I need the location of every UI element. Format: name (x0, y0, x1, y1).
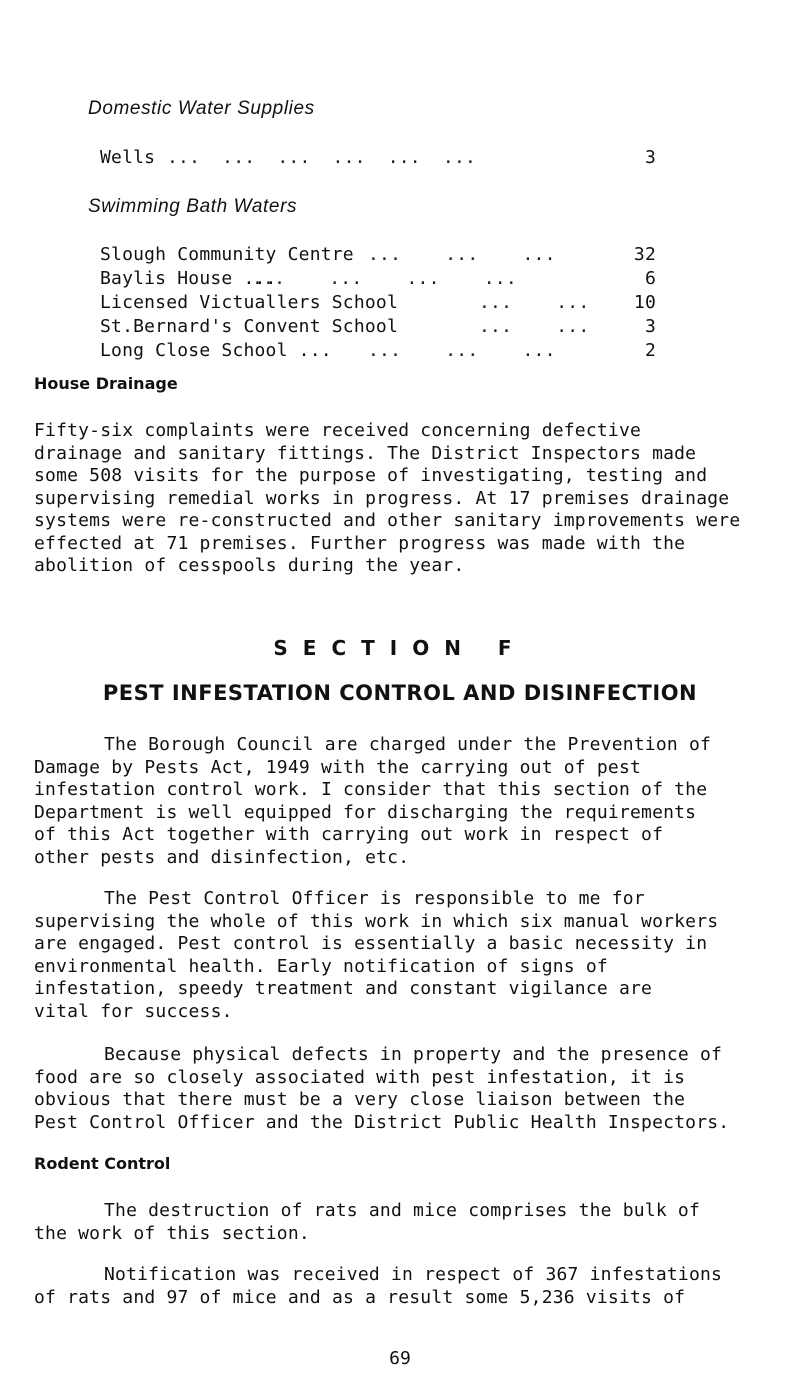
page-number: 69 (389, 1348, 411, 1369)
swimming-row-value: 3 (644, 316, 656, 337)
swimming-row-value: 10 (633, 292, 656, 313)
rodent-paragraph-2: Notification was received in respect of 367 infestations of rats and 97 of mice and as a result some 5,236 visits of (34, 1264, 723, 1308)
swimming-row-label: Baylis House ... (100, 268, 277, 289)
swimming-row (0, 268, 800, 294)
rodent-paragraph-1: The destruction of rats and mice comprises the bulk of the work of this section. (34, 1200, 700, 1244)
house-drainage-heading: House Drainage (34, 374, 178, 393)
swimming-row-dots: ... ... (479, 292, 590, 313)
swimming-bath-heading: Swimming Bath Waters (88, 196, 298, 217)
swimming-row-dots: ... ... (479, 316, 590, 337)
section-paragraph-3: Because physical defects in property and the presence of food are so closely associated with pest infestation, it is obvious that there must be a very close liaison between the Pest Control Officer and the District Public Health Inspectors. (34, 1044, 730, 1133)
swimming-row-dots: ... ... ... ... (252, 268, 517, 289)
swimming-row-value: 6 (644, 268, 656, 289)
rodent-control-heading: Rodent Control (34, 1154, 171, 1173)
wells-label: Wells (100, 147, 156, 168)
swimming-row-label: Slough Community Centre (100, 244, 354, 265)
wells-row (0, 147, 800, 173)
swimming-row-label: Long Close School ... (100, 340, 332, 361)
swimming-row-dots: ... ... ... (368, 340, 556, 361)
house-drainage-paragraph: Fifty-six complaints were received concerning defective drainage and sanitary fittings. The District Inspectors made some 508 visits for the purpose of investigating, testing and supervising remedial works in progress. At 17 premises drainage systems were re-constructed and other sanitary improvements were effected at 71 premises. Further progress was made with the abolition of cesspools during the year. (34, 420, 741, 576)
swimming-row (0, 340, 800, 366)
water-supplies-heading: Domestic Water Supplies (88, 98, 315, 119)
section-paragraph-2: The Pest Control Officer is responsible to me for supervising the whole of this work in which six manual workers are engaged. Pest control is essentially a basic necessity in environmental health. Early notification of signs of infestation, speedy treatment and constant vigilance are vital for success. (34, 888, 719, 1022)
swimming-row (0, 292, 800, 318)
section-paragraph-1: The Borough Council are charged under the Prevention of Damage by Pests Act, 1949 with the carrying out of pest infestation control work. I consider that this section of the Department is well equipped for discharging the requirements of this Act together with carrying out work in respect of other pests and disinfection, etc. (34, 734, 712, 868)
swimming-row-value: 32 (633, 244, 656, 265)
wells-leader-dots: ... ... ... ... ... ... (167, 147, 477, 168)
swimming-row-dots: ... ... ... (368, 244, 556, 265)
section-letter: SECTION F (273, 636, 527, 660)
section-title: PEST INFESTATION CONTROL AND DISINFECTION (102, 681, 698, 705)
swimming-row-label: St.Bernard's Convent School (100, 316, 398, 337)
swimming-row (0, 244, 800, 270)
wells-value: 3 (644, 147, 656, 168)
swimming-row (0, 316, 800, 342)
swimming-row-label: Licensed Victuallers School (100, 292, 398, 313)
swimming-row-value: 2 (644, 340, 656, 361)
